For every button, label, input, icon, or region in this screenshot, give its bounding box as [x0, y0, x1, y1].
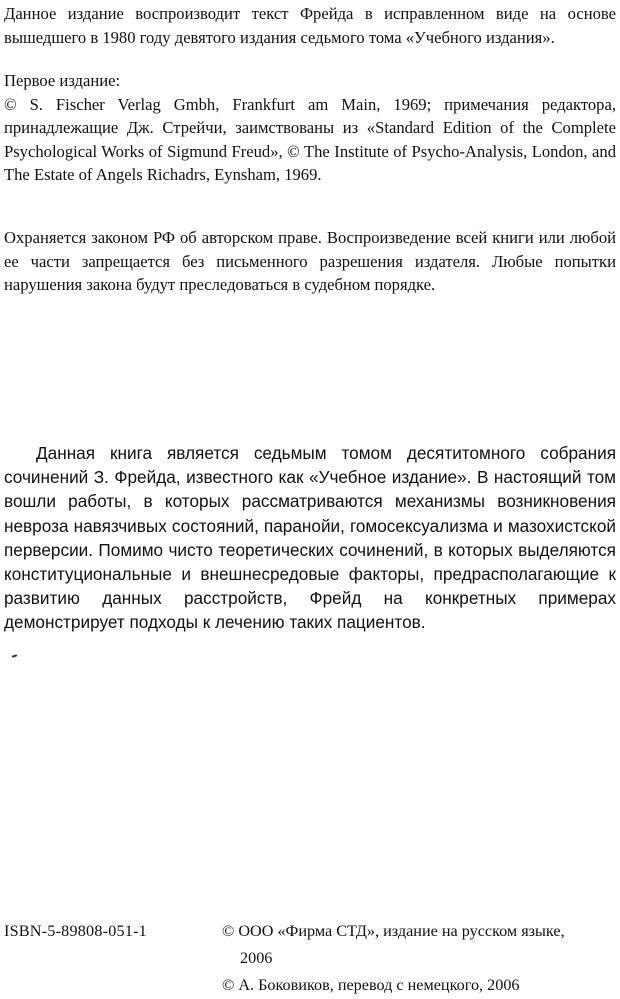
copyright-law-notice: Охраняется законом РФ об авторском праве. Воспроизведение всей книги или любой ее части запрещается без письменного разрешения издателя. Любые попытки нарушения закона будут преследоваться в судебном порядке. — [4, 228, 616, 295]
first-edition-section — [4, 69, 616, 187]
first-edition-copyright: © S. Fischer Verlag Gmbh, Frankfurt am Main, 1969; примечания редактора, принадлежащие Дж. Стрейчи, заимствованы из «Standard Edition of the Complete Psychological Works of Sigmund Freud», © The Institute of Psycho-Analysis, London, and The Estate of Angels Richadrs, Eynsham, 1969. — [4, 94, 616, 185]
copyright-translator: © А. Боковиков, перевод с немецкого, 2006 — [222, 976, 520, 994]
book-summary: Данная книга является седьмым томом десятитомного собрания сочинений З. Фрейда, известного как «Учебное издание». В настоящий том вошли работы, в которых рассматриваются механизмы возникновения невроза навязчивых состояний, паранойи, гомосексуализма и мазохистской перверсии. Помимо чисто теоретических сочинений, в которых выделяются конституциональные и внешнесредовые факторы, предрасполагающие к развитию данных расстройств, Фрейд на конкретных примерах демонстрирует подходы к лечению таких пациентов. — [4, 443, 616, 633]
copyright-publisher: © ООО «Фирма СТД», издание на русском языке, — [222, 922, 565, 940]
copyright-publisher-year: 2006 — [240, 949, 273, 967]
edition-note: Данное издание воспроизводит текст Фрейда в исправленном виде на основе вышедшего в 1980 году девятого издания седьмого тома «Учебного издания». — [4, 4, 616, 47]
isbn: ISBN-5-89808-051-1 — [4, 922, 147, 940]
first-edition-heading: Первое издание: — [4, 71, 121, 90]
book-summary-section — [4, 441, 616, 635]
stray-mark — [12, 654, 17, 658]
